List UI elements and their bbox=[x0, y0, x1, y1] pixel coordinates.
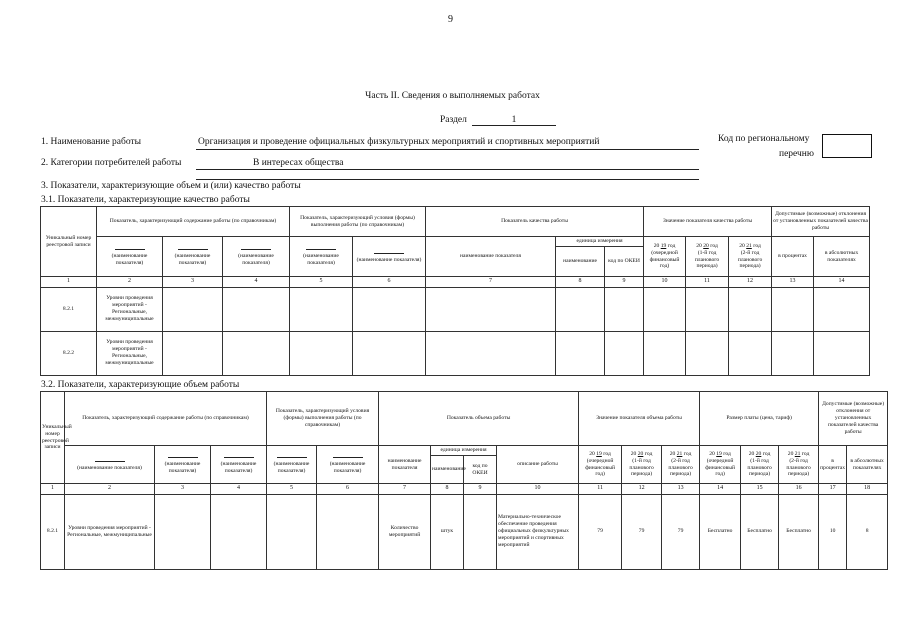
v-col-number-15: 15 bbox=[741, 484, 779, 495]
q-row-2-c6 bbox=[353, 331, 426, 375]
q-col-number-14: 14 bbox=[814, 277, 870, 288]
v-h-deviation: Допустимые (возможные) отклонения от установленных показателей качества работы bbox=[819, 392, 888, 446]
v-price-year-1: 20 19 год (очередной финансовый год) bbox=[700, 446, 741, 484]
q-row-2-c9 bbox=[605, 331, 644, 375]
v-col-number-11: 11 bbox=[579, 484, 622, 495]
v-col-number-5: 5 bbox=[267, 484, 317, 495]
v-row-c4 bbox=[211, 494, 267, 569]
v-sub-cond-1: (наименование показателя) bbox=[267, 446, 317, 484]
v-col-number-14: 14 bbox=[700, 484, 741, 495]
v-h-conditions: Показатель, характеризующий условия (формы) выполнения работы (по справочникам) bbox=[267, 392, 379, 446]
q-row-2-c11 bbox=[686, 331, 729, 375]
v-row-content: Уровни проведения мероприятий - Региональные, межмуниципальные bbox=[65, 494, 155, 569]
v-col-number-12: 12 bbox=[622, 484, 662, 495]
q-sub-cond-2: (наименование показателя) bbox=[353, 237, 426, 277]
v-col-number-10: 10 bbox=[497, 484, 579, 495]
v-row-price-1: Бесплатно bbox=[700, 494, 741, 569]
q-sub-unit: единица измерения bbox=[556, 237, 644, 247]
q-year-3: 20 21 год (2-й год планового периода) bbox=[729, 237, 772, 277]
v-row-value-1: 79 bbox=[579, 494, 622, 569]
v-row-description: Материально-техническое обеспечение проведения официальных физкультурных мероприятий и спортивных мероприятий bbox=[497, 494, 579, 569]
part-title: Часть II. Сведения о выполняемых работах bbox=[365, 91, 540, 101]
v-year-1: 20 19 год (очередной финансовый год) bbox=[579, 446, 622, 484]
q-col-number-11: 11 bbox=[686, 277, 729, 288]
q-h-deviation: Допустимые (возможные) отклонения от установленных показателей качества работы bbox=[772, 207, 870, 237]
q-col-number-12: 12 bbox=[729, 277, 772, 288]
q-sub-cond-1: (наименование показателя) bbox=[290, 237, 353, 277]
q-row-1-c8 bbox=[556, 287, 605, 331]
v-row-price-3: Бесплатно bbox=[779, 494, 819, 569]
q-row-1-c6 bbox=[353, 287, 426, 331]
v-row-value-2: 79 bbox=[622, 494, 662, 569]
v-col-number-1: 1 bbox=[41, 484, 65, 495]
q-row-1-code: 8.2.1 bbox=[41, 287, 97, 331]
q-col-number-10: 10 bbox=[644, 277, 686, 288]
v-h-unique: Уникальный номер реестровой записи bbox=[41, 392, 65, 484]
q-row-1-c4 bbox=[223, 287, 290, 331]
q-col-number-8: 8 bbox=[556, 277, 605, 288]
q-row-1-content: Уровни проведения мероприятий - Региональные, межмуниципальные bbox=[97, 287, 163, 331]
work-name-underline bbox=[196, 149, 699, 150]
q-h-unique: Уникальный номер реестровой записи bbox=[41, 207, 97, 277]
page-number: 9 bbox=[448, 14, 453, 25]
v-col-number-16: 16 bbox=[779, 484, 819, 495]
q-sub-content-1: (наименование показателя) bbox=[97, 237, 163, 277]
consumers-value: В интересах общества bbox=[253, 158, 344, 168]
v-sub-unit-name: наименование bbox=[431, 456, 464, 484]
v-row-code: 8.2.1 bbox=[41, 494, 65, 569]
v-dev-abs: в абсолютных показателях bbox=[847, 446, 888, 484]
v-sub-okei: код по ОКЕИ bbox=[464, 456, 497, 484]
v-row-c3 bbox=[155, 494, 211, 569]
v-col-number-17: 17 bbox=[819, 484, 847, 495]
q-col-number-1: 1 bbox=[41, 277, 97, 288]
consumers-underline-2 bbox=[196, 179, 699, 180]
v-sub-unit: единица измерения bbox=[431, 446, 497, 456]
q-row-2-c3 bbox=[163, 331, 223, 375]
work-name-label: 1. Наименование работы bbox=[41, 137, 142, 147]
q-col-number-9: 9 bbox=[605, 277, 644, 288]
q-year-1: 20 19 год (очередной финансовый год) bbox=[644, 237, 686, 277]
v-sub-desc: описание работы bbox=[497, 446, 579, 484]
q-row-2-c4 bbox=[223, 331, 290, 375]
v-col-number-3: 3 bbox=[155, 484, 211, 495]
q-row-1-c11 bbox=[686, 287, 729, 331]
v-col-number-6: 6 bbox=[317, 484, 379, 495]
q-sub-okei: код по ОКЕИ bbox=[605, 247, 644, 277]
v-year-3: 20 21 год (2-й год планового периода) bbox=[662, 446, 700, 484]
q-year-2: 20 20 год (1-й год планового периода) bbox=[686, 237, 729, 277]
q-row-2-code: 8.2.2 bbox=[41, 331, 97, 375]
v-sub-cond-2: (наименование показателя) bbox=[317, 446, 379, 484]
code-label-2: перечню bbox=[779, 149, 814, 159]
q-h-values: Значение показателя качества работы bbox=[644, 207, 772, 237]
v-year-2: 20 20 год (1-й год планового периода) bbox=[622, 446, 662, 484]
code-box[interactable] bbox=[822, 134, 872, 158]
q-h-content: Показатель, характеризующий содержание работы (по справочникам) bbox=[97, 207, 290, 237]
v-sub-content-1: (наименование показателя) bbox=[65, 446, 155, 484]
q-col-number-4: 4 bbox=[223, 277, 290, 288]
v-col-number-9: 9 bbox=[464, 484, 497, 495]
section-number: 1 bbox=[472, 115, 556, 126]
q-row-2-c7 bbox=[426, 331, 556, 375]
v-sub-content-2: (наименование показателя) bbox=[155, 446, 211, 484]
q-row-2-c12 bbox=[729, 331, 772, 375]
q-h-quality: Показатель качества работы bbox=[426, 207, 644, 237]
v-h-price: Размер платы (цена, тариф) bbox=[700, 392, 819, 446]
v-sub-content-3: (наименование показателя) bbox=[211, 446, 267, 484]
q-row-2-c10 bbox=[644, 331, 686, 375]
v-row-c6 bbox=[317, 494, 379, 569]
q-sub-content-3: (наименование показателя) bbox=[223, 237, 290, 277]
q-row-2-c14 bbox=[814, 331, 870, 375]
v-col-number-13: 13 bbox=[662, 484, 700, 495]
q-col-number-2: 2 bbox=[97, 277, 163, 288]
v-row-value-3: 79 bbox=[662, 494, 700, 569]
v-price-year-3: 20 21 год (2-й год планового периода) bbox=[779, 446, 819, 484]
q-row-2-c8 bbox=[556, 331, 605, 375]
q-col-number-5: 5 bbox=[290, 277, 353, 288]
volume-heading: 3.2. Показатели, характеризующие объем работы bbox=[41, 380, 240, 390]
v-row-dev-abs: 8 bbox=[847, 494, 888, 569]
v-row-okei bbox=[464, 494, 497, 569]
q-col-number-7: 7 bbox=[426, 277, 556, 288]
q-row-1-c7 bbox=[426, 287, 556, 331]
v-col-number-7: 7 bbox=[379, 484, 431, 495]
q-col-number-13: 13 bbox=[772, 277, 814, 288]
consumers-underline bbox=[196, 169, 699, 170]
q-col-number-3: 3 bbox=[163, 277, 223, 288]
v-h-volume: Показатель объема работы bbox=[379, 392, 579, 446]
q-sub-unit-name: наименование bbox=[556, 247, 605, 277]
q-sub-indicator-name: наименование показателя bbox=[426, 237, 556, 277]
q-dev-pct: в процентах bbox=[772, 237, 814, 277]
quality-table bbox=[40, 206, 870, 376]
q-row-2-content: Уровни проведения мероприятий - Региональные, межмуниципальные bbox=[97, 331, 163, 375]
indicators-heading: 3. Показатели, характеризующие объем и (или) качество работы bbox=[41, 181, 301, 191]
code-label: Код по региональному bbox=[718, 134, 810, 144]
v-row-unit: штук bbox=[431, 494, 464, 569]
q-row-1-c3 bbox=[163, 287, 223, 331]
v-col-number-8: 8 bbox=[431, 484, 464, 495]
q-col-number-6: 6 bbox=[353, 277, 426, 288]
v-col-number-4: 4 bbox=[211, 484, 267, 495]
v-h-content: Показатель, характеризующий содержание работы (по справочникам) bbox=[65, 392, 267, 446]
section-label: Раздел bbox=[440, 115, 467, 125]
v-row-indicator: Количество мероприятий bbox=[379, 494, 431, 569]
q-row-1-c13 bbox=[772, 287, 814, 331]
q-row-1-c9 bbox=[605, 287, 644, 331]
v-row-price-2: Бесплатно bbox=[741, 494, 779, 569]
v-col-number-2: 2 bbox=[65, 484, 155, 495]
v-price-year-2: 20 20 год (1-й год планового периода) bbox=[741, 446, 779, 484]
q-h-conditions: Показатель, характеризующий условия (формы) выполнения работы (по справочникам) bbox=[290, 207, 426, 237]
q-row-1-c10 bbox=[644, 287, 686, 331]
q-sub-content-2: (наименование показателя) bbox=[163, 237, 223, 277]
v-row-dev-pct: 10 bbox=[819, 494, 847, 569]
consumers-label: 2. Категории потребителей работы bbox=[41, 158, 182, 168]
v-h-values: Значение показателя объема работы bbox=[579, 392, 700, 446]
work-name-value: Организация и проведение официальных физкультурных мероприятий и спортивных мероприятий bbox=[198, 137, 600, 147]
q-row-1-c14 bbox=[814, 287, 870, 331]
v-row-c5 bbox=[267, 494, 317, 569]
v-sub-indicator-name: наименование показателя bbox=[379, 446, 431, 484]
v-col-number-18: 18 bbox=[847, 484, 888, 495]
q-row-1-c5 bbox=[290, 287, 353, 331]
volume-table bbox=[40, 391, 888, 570]
q-dev-abs: в абсолютных показателях bbox=[814, 237, 870, 277]
quality-heading: 3.1. Показатели, характеризующие качество работы bbox=[41, 195, 250, 205]
q-row-2-c5 bbox=[290, 331, 353, 375]
q-row-1-c12 bbox=[729, 287, 772, 331]
v-dev-pct: в процентах bbox=[819, 446, 847, 484]
q-row-2-c13 bbox=[772, 331, 814, 375]
